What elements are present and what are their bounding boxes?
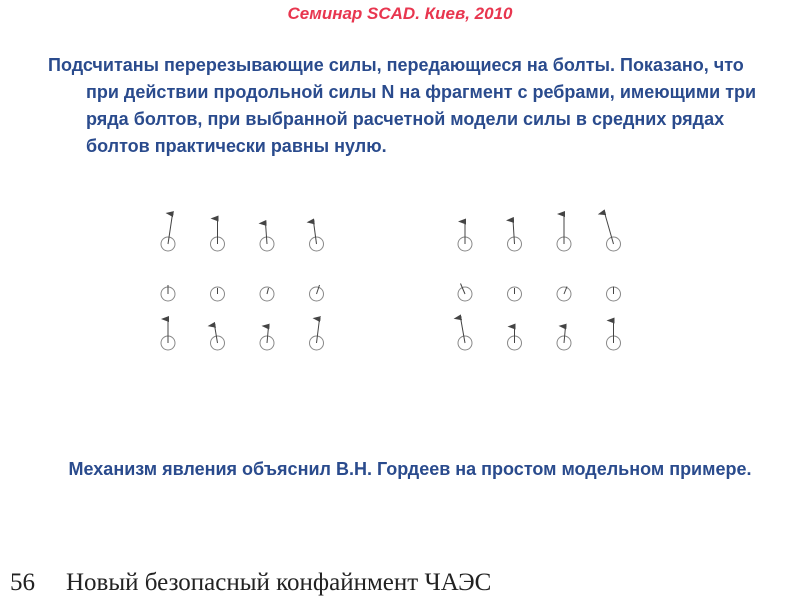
force-arrow — [564, 327, 566, 344]
force-arrow — [314, 222, 317, 245]
force-arrow — [267, 327, 269, 344]
slide-number: 56 — [10, 569, 35, 596]
force-arrow — [267, 288, 269, 294]
bolt-force-diagram — [0, 200, 800, 360]
force-arrow — [215, 325, 218, 343]
caption-paragraph: Механизм явления объяснил В.Н. Гордеев на простом модельном примере. — [68, 459, 752, 479]
intro-paragraph: Подсчитаны перерезывающие силы, передающиеся на болты. Показано, что при действии продольной силы N на фрагмент с ребрами, имеющими три ряда болтов, при выбранной расчетной модели силы в средних рядах болтов практически равны нулю. — [48, 55, 757, 156]
footer-title: Новый безопасный конфайнмент ЧАЭС — [66, 569, 492, 596]
slide-footer — [0, 569, 800, 600]
force-arrow — [461, 284, 466, 295]
force-arrow — [513, 220, 515, 244]
force-arrow — [168, 214, 173, 244]
force-arrow — [317, 285, 320, 294]
force-arrow — [317, 319, 320, 343]
force-arrow — [461, 318, 466, 344]
slide-header: Семинар SCAD. Киев, 2010 — [287, 4, 513, 23]
force-arrow — [266, 223, 268, 244]
